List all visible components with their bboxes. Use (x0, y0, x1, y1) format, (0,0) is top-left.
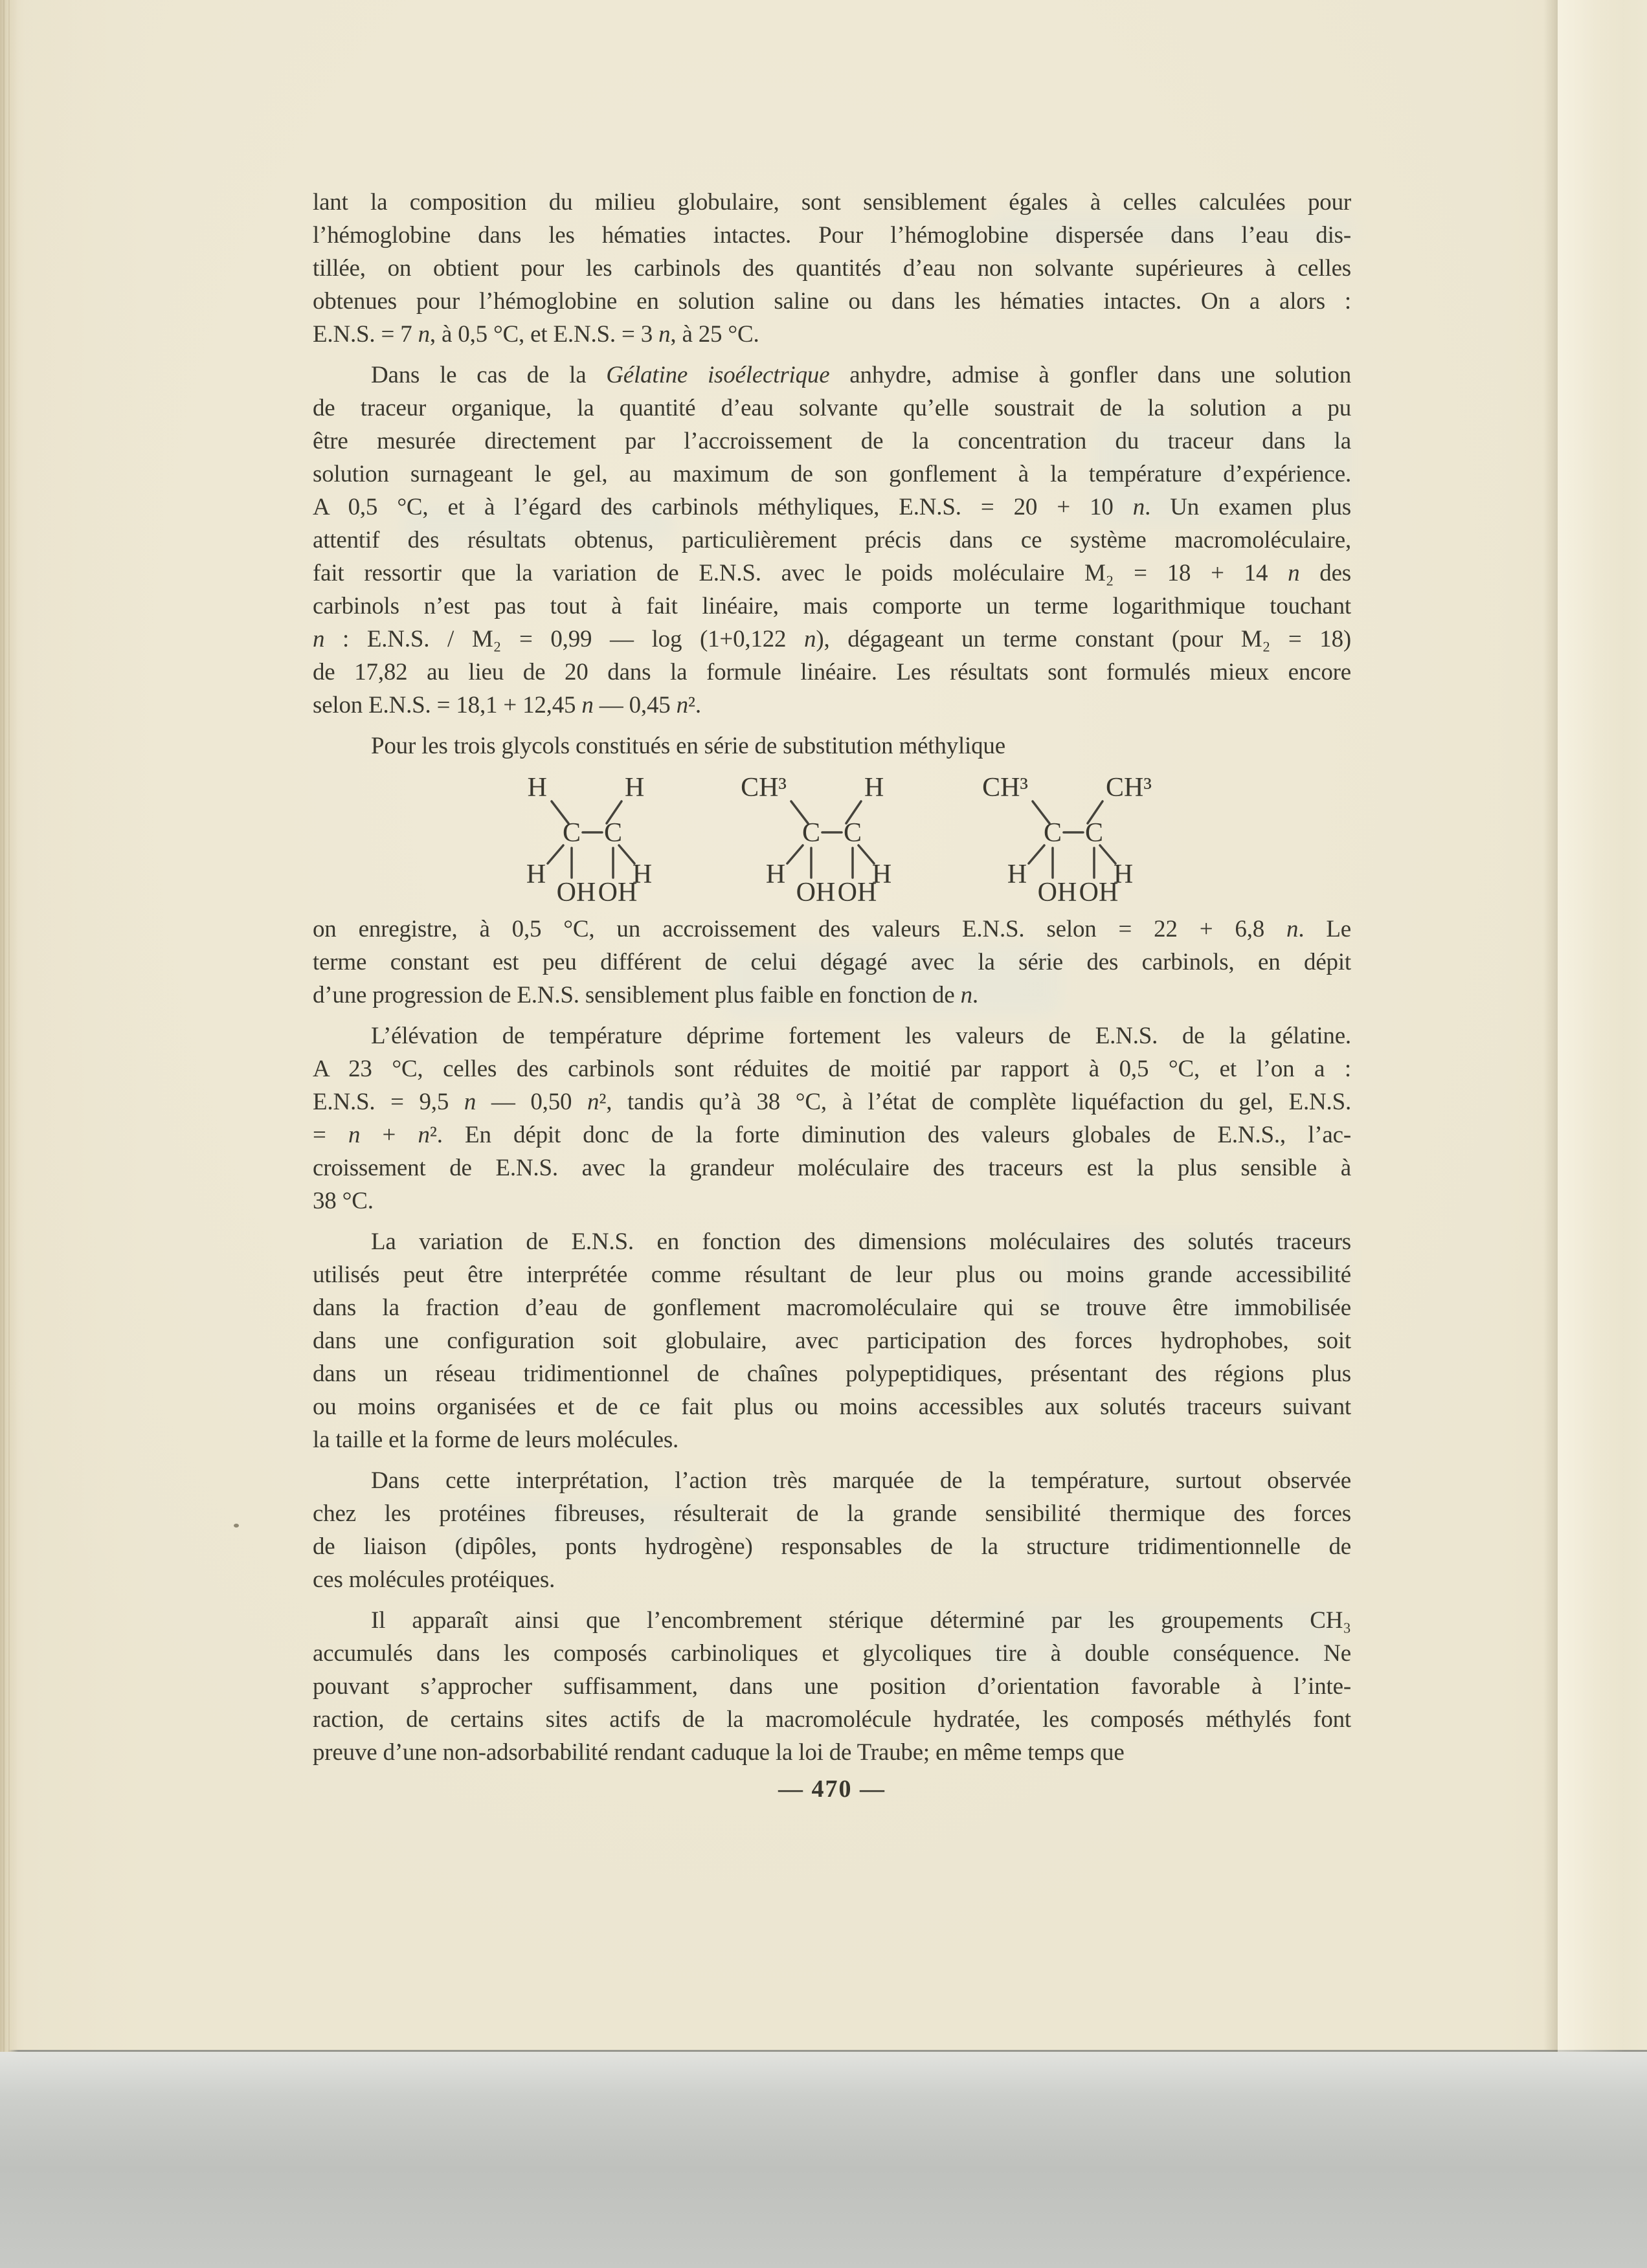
text-line: l’hémoglobine dans les hématies intactes. Pour l’hémoglobine dispersée dans l’eau dis- (313, 222, 1351, 249)
carbon-atom: C (562, 818, 581, 848)
text-line: carbinols n’est pas tout à fait linéaire, mais comporte un terme logarithmique touchant (313, 593, 1351, 619)
paragraph (313, 186, 1351, 351)
text-line: croissement de E.N.S. avec la grandeur moléculaire des traceurs est la plus sensible à (313, 1155, 1351, 1181)
text-line: Il apparaît ainsi que l’encombrement stérique déterminé par les groupements CH₃ (371, 1607, 1351, 1634)
paragraph (313, 729, 1351, 762)
carbon-atom: C (1043, 818, 1062, 848)
page-fold-highlight (1558, 0, 1647, 2052)
text-column (313, 186, 1351, 762)
text-line: dans un réseau tridimentionnel de chaînes polypeptidiques, présentant des régions plus (313, 1361, 1351, 1387)
substituent-top-left: CH³ (741, 773, 787, 803)
substituent-top-left: H (527, 773, 547, 803)
text-line: La variation de E.N.S. en fonction des dimensions moléculaires des solutés traceurs (371, 1228, 1351, 1255)
paragraph (313, 1225, 1351, 1456)
hydrogen-bottom-left: H (526, 860, 546, 889)
glycol-structure (479, 772, 693, 906)
paragraph (313, 1464, 1351, 1596)
substituent-top-right: CH³ (1106, 773, 1152, 803)
hydroxyl-left: OH (556, 878, 596, 906)
substituent-top-right: H (864, 773, 884, 803)
text-line: A 0,5 °C, et à l’égard des carbinols méthyliques, E.N.S. = 20 + 10 n. Un examen plus (313, 494, 1351, 520)
text-line: la taille et la forme de leurs molécules. (313, 1427, 679, 1453)
text-line: attentif des résultats obtenus, particulièrement précis dans ce système macromoléculaire, (313, 527, 1351, 553)
text-line: E.N.S. = 7 n, à 0,5 °C, et E.N.S. = 3 n, à 25 °C. (313, 321, 759, 348)
carbon-atom: C (843, 818, 862, 848)
text-line: solution surnageant le gel, au maximum de son gonflement à la température d’expérience. (313, 461, 1351, 487)
glycol-structures-figure (313, 772, 1351, 906)
hydrogen-bottom-right: H (871, 860, 892, 889)
text-line: fait ressortir que la variation de E.N.S. avec le poids moléculaire M₂ = 18 + 14 n des (313, 560, 1351, 586)
carbon-atom: C (801, 818, 821, 848)
text-line: lant la composition du milieu globulaire, sont sensiblement égales à celles calculées pour (313, 189, 1351, 216)
text-line: Dans cette interprétation, l’action très marquée de la température, surtout observée (371, 1467, 1351, 1494)
carbon-atom: C (1084, 818, 1104, 848)
text-line: être mesurée directement par l’accroissement de la concentration du traceur dans la (313, 428, 1351, 454)
text-line: dans la fraction d’eau de gonflement macromoléculaire qui se trouve être immobilisée (313, 1295, 1351, 1321)
bond-bottom-left (787, 845, 803, 863)
text-line: utilisés peut être interprétée comme résultant de leur plus ou moins grande accessibilité (313, 1262, 1351, 1288)
text-line: ou moins organisées et de ce fait plus ou moins accessibles aux solutés traceurs suivant (313, 1394, 1351, 1420)
text-line: ces molécules protéiques. (313, 1566, 555, 1593)
text-line: tillée, on obtient pour les carbinols des quantités d’eau non solvante supérieures à celles (313, 255, 1351, 282)
text-line: de 17,82 au lieu de 20 dans la formule linéaire. Les résultats sont formulés mieux encore (313, 659, 1351, 685)
text-line: L’élévation de température déprime fortement les valeurs de E.N.S. de la gélatine. (371, 1023, 1351, 1049)
text-line: Pour les trois glycols constitués en série de substitution méthylique (371, 733, 1005, 759)
text-line: obtenues pour l’hémoglobine en solution saline ou dans les hématies intactes. On a alors : (313, 288, 1351, 315)
bond-bottom-left (1029, 845, 1044, 863)
paragraph (313, 359, 1351, 722)
page-number: — 470 — (778, 1775, 886, 1803)
bond-bottom-left (548, 845, 563, 863)
text-line: pouvant s’approcher suffisamment, dans une position d’orientation favorable à l’inte- (313, 1673, 1351, 1700)
text-line: 38 °C. (313, 1188, 374, 1214)
paper-speck (234, 1524, 239, 1528)
page-fold-shadow (1543, 0, 1558, 2052)
page-edge-hairline (3, 0, 5, 2052)
substituent-top-left: CH³ (982, 773, 1028, 803)
text-line: dans une configuration soit globulaire, avec participation des forces hydrophobes, soit (313, 1328, 1351, 1354)
text-line: de traceur organique, la quantité d’eau solvante qu’elle soustrait de la solution a pu (313, 395, 1351, 421)
text-line: d’une progression de E.N.S. sensiblement plus faible en fonction de n. (313, 982, 978, 1008)
figure-and-text (313, 762, 1351, 1769)
carbon-atom: C (603, 818, 623, 848)
hydrogen-bottom-left: H (765, 860, 786, 889)
text-line: chez les protéines fibreuses, résulterait de la grande sensibilité thermique des forces (313, 1500, 1351, 1527)
text-line: selon E.N.S. = 18,1 + 12,45 n — 0,45 n². (313, 692, 701, 718)
page-edge-hairline (8, 0, 10, 2052)
text-line: accumulés dans les composés carbinoliques et glycoliques tire à double conséquence. Ne (313, 1640, 1351, 1667)
hydroxyl-right: OH (598, 878, 638, 906)
hydroxyl-left: OH (796, 878, 836, 906)
paragraph (313, 1604, 1351, 1769)
text-line: on enregistre, à 0,5 °C, un accroissement des valeurs E.N.S. selon = 22 + 6,8 n. Le (313, 916, 1351, 942)
glycol-structure (719, 772, 932, 906)
text-line: E.N.S. = 9,5 n — 0,50 n², tandis qu’à 38 °C, à l’état de complète liquéfaction du gel, E.N.S. (313, 1089, 1352, 1115)
hydrogen-bottom-right: H (1113, 860, 1134, 889)
hydroxyl-right: OH (1079, 878, 1119, 906)
hydrogen-bottom-right: H (632, 860, 653, 889)
text-line: de liaison (dipôles, ponts hydrogène) responsables de la structure tridimentionnelle de (313, 1533, 1351, 1560)
hydroxyl-right: OH (837, 878, 877, 906)
text-line: n : E.N.S. / M₂ = 0,99 — log (1+0,122 n), dégageant un terme constant (pour M₂ = 18) (313, 626, 1351, 652)
text-line: A 23 °C, celles des carbinols sont réduites de moitié par rapport à 0,5 °C, et l’on a : (313, 1056, 1351, 1082)
scanner-background (0, 2052, 1647, 2268)
text-line: terme constant est peu différent de celui dégagé avec la série des carbinols, en dépit (313, 949, 1351, 975)
text-line: raction, de certains sites actifs de la macromolécule hydratée, les composés méthylés font (313, 1706, 1351, 1733)
glycol-structure (960, 772, 1174, 906)
hydrogen-bottom-left: H (1007, 860, 1027, 889)
text-line: = n + n². En dépit donc de la forte diminution des valeurs globales de E.N.S., l’ac- (313, 1122, 1351, 1148)
text-line: Dans le cas de la Gélatine isoélectrique anhydre, admise à gonfler dans une solution (371, 362, 1351, 388)
substituent-top-right: H (625, 773, 645, 803)
paragraph (313, 1019, 1351, 1217)
hydroxyl-left: OH (1037, 878, 1077, 906)
paragraph (313, 913, 1351, 1012)
text-line: preuve d’une non-adsorbabilité rendant caduque la loi de Traube; en même temps que (313, 1739, 1125, 1766)
